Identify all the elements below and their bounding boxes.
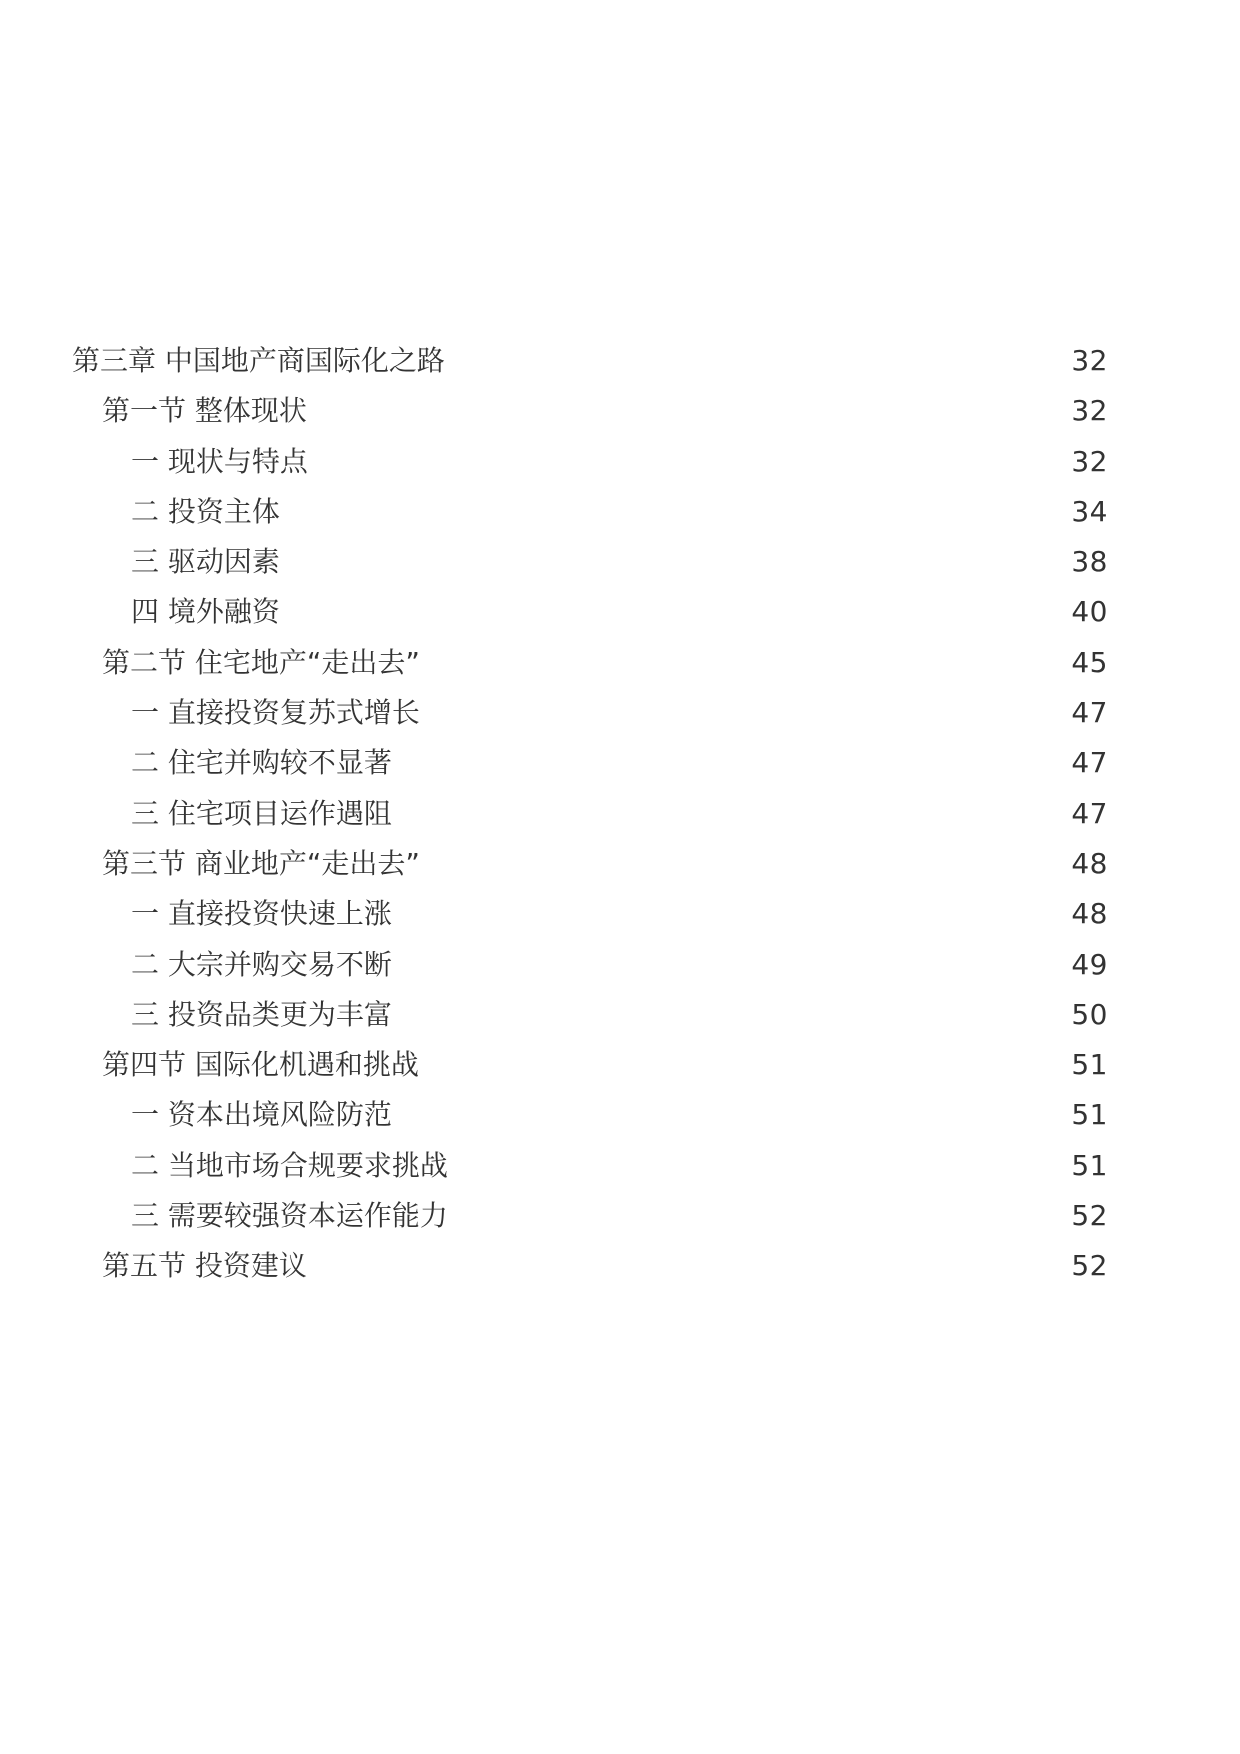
toc-entry-title: 一 现状与特点 — [131, 444, 308, 478]
toc-entry-title: 二 住宅并购较不显著 — [131, 746, 392, 780]
toc-entry-section-2[interactable] — [0, 638, 1240, 688]
toc-entry-subsection[interactable] — [0, 487, 1240, 537]
toc-entry-page: 51 — [1071, 1048, 1108, 1082]
toc-entry-chapter-3[interactable] — [0, 336, 1240, 386]
toc-entry-page: 52 — [1071, 1249, 1108, 1283]
toc-entry-page: 47 — [1071, 746, 1108, 780]
toc-entry-page: 40 — [1071, 595, 1108, 629]
toc-entry-subsection[interactable] — [0, 1141, 1240, 1191]
table-of-contents — [0, 336, 1240, 1292]
toc-entry-page: 38 — [1071, 545, 1108, 579]
toc-entry-title: 二 当地市场合规要求挑战 — [131, 1148, 448, 1182]
toc-entry-page: 49 — [1071, 947, 1108, 981]
toc-entry-subsection[interactable] — [0, 889, 1240, 939]
toc-entry-title: 三 需要较强资本运作能力 — [131, 1199, 448, 1233]
toc-entry-section-1[interactable] — [0, 386, 1240, 436]
toc-entry-page: 32 — [1071, 394, 1108, 428]
toc-entry-title: 一 直接投资复苏式增长 — [131, 696, 420, 730]
toc-entry-page: 48 — [1071, 846, 1108, 880]
toc-entry-page: 45 — [1071, 645, 1108, 679]
toc-entry-title: 二 大宗并购交易不断 — [131, 947, 392, 981]
toc-entry-page: 50 — [1071, 997, 1108, 1031]
toc-entry-page: 51 — [1071, 1148, 1108, 1182]
toc-entry-title: 一 直接投资快速上涨 — [131, 897, 392, 931]
toc-entry-title: 二 投资主体 — [131, 494, 280, 528]
toc-entry-subsection[interactable] — [0, 990, 1240, 1040]
toc-entry-title: 第三节 商业地产“走出去” — [102, 846, 420, 880]
toc-entry-subsection[interactable] — [0, 1191, 1240, 1241]
toc-entry-title: 第四节 国际化机遇和挑战 — [102, 1048, 419, 1082]
toc-entry-title: 第三章 中国地产商国际化之路 — [72, 344, 445, 377]
toc-entry-title: 三 投资品类更为丰富 — [131, 997, 392, 1031]
toc-entry-section-5[interactable] — [0, 1241, 1240, 1291]
toc-entry-subsection[interactable] — [0, 738, 1240, 788]
toc-entry-page: 34 — [1071, 494, 1108, 528]
toc-entry-title: 第一节 整体现状 — [102, 394, 307, 428]
toc-entry-page: 32 — [1071, 344, 1108, 377]
toc-entry-title: 一 资本出境风险防范 — [131, 1098, 392, 1132]
toc-entry-title: 三 住宅项目运作遇阻 — [131, 796, 392, 830]
toc-entry-subsection[interactable] — [0, 437, 1240, 487]
toc-entry-title: 第二节 住宅地产“走出去” — [102, 645, 420, 679]
toc-entry-subsection[interactable] — [0, 688, 1240, 738]
toc-entry-title: 第五节 投资建议 — [102, 1249, 307, 1283]
toc-entry-page: 32 — [1071, 444, 1108, 478]
toc-entry-subsection[interactable] — [0, 789, 1240, 839]
toc-entry-page: 47 — [1071, 696, 1108, 730]
toc-entry-subsection[interactable] — [0, 1090, 1240, 1140]
toc-entry-title: 四 境外融资 — [131, 595, 280, 629]
toc-entry-subsection[interactable] — [0, 587, 1240, 637]
toc-entry-page: 52 — [1071, 1199, 1108, 1233]
toc-entry-subsection[interactable] — [0, 537, 1240, 587]
toc-entry-title: 三 驱动因素 — [131, 545, 280, 579]
toc-entry-section-3[interactable] — [0, 839, 1240, 889]
toc-entry-page: 51 — [1071, 1098, 1108, 1132]
toc-entry-section-4[interactable] — [0, 1040, 1240, 1090]
toc-entry-subsection[interactable] — [0, 940, 1240, 990]
toc-entry-page: 47 — [1071, 796, 1108, 830]
toc-entry-page: 48 — [1071, 897, 1108, 931]
